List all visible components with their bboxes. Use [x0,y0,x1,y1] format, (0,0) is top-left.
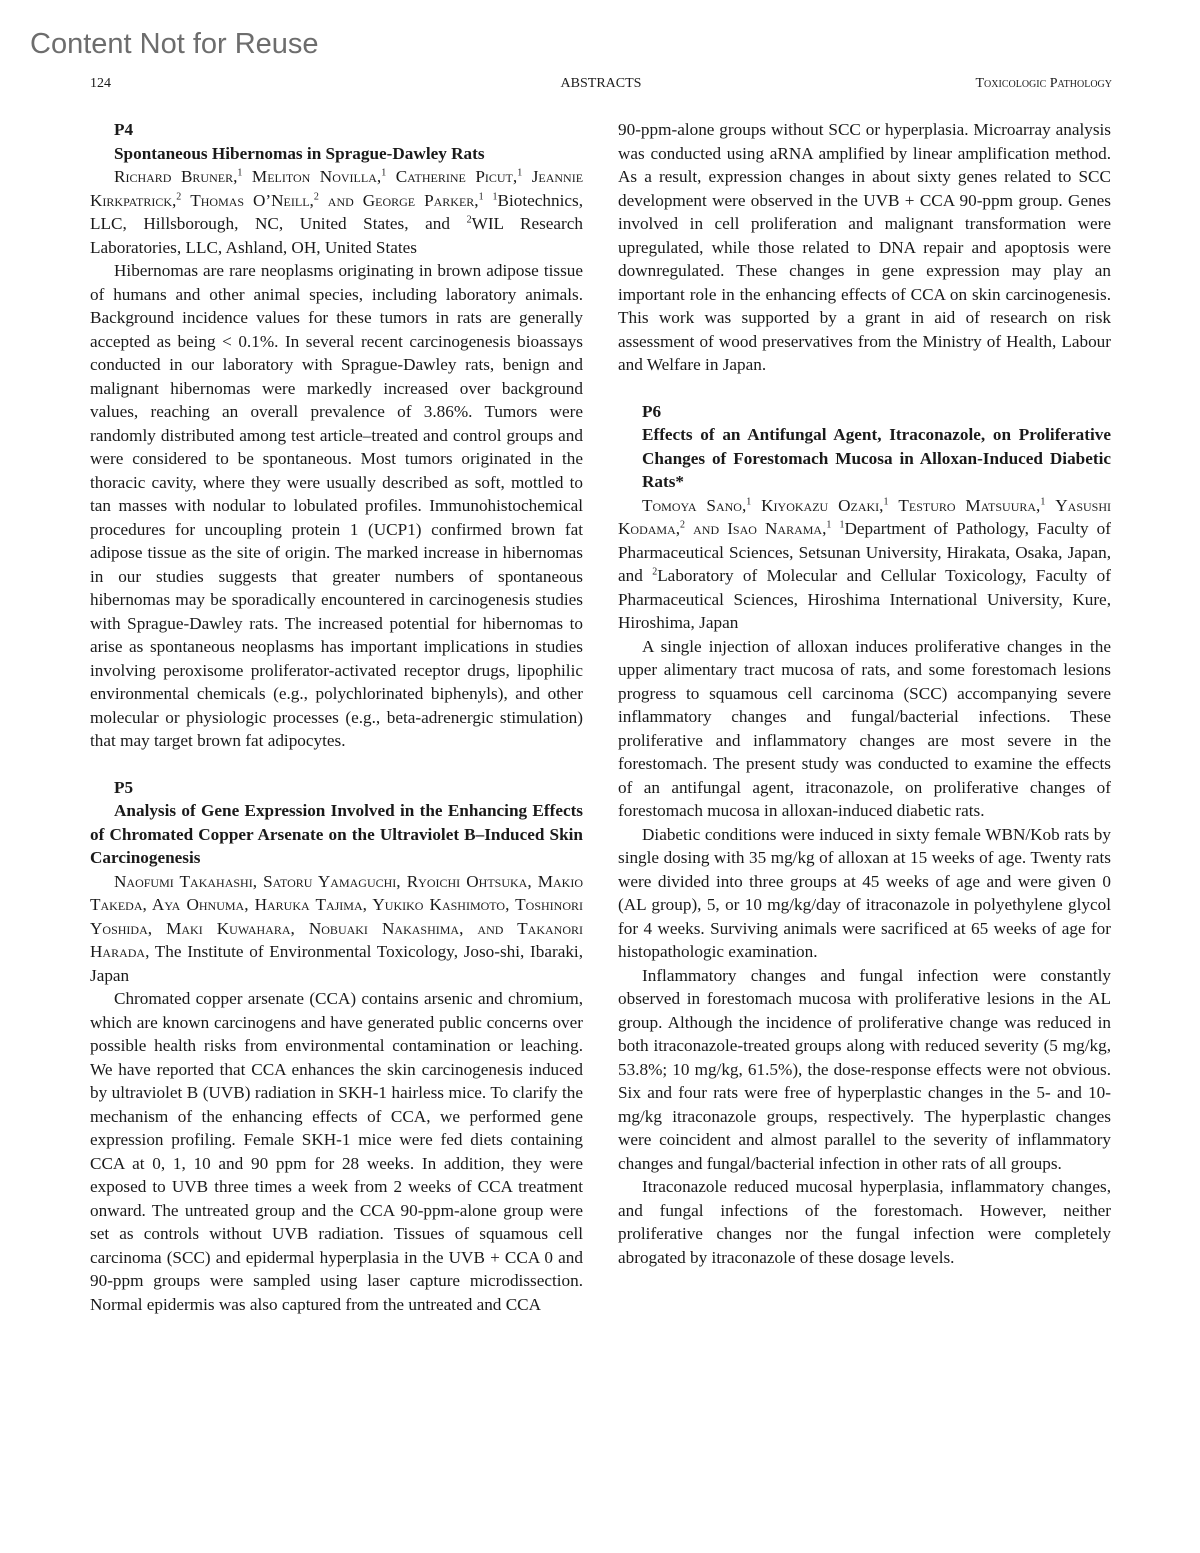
abstract-id: P6 [642,401,662,421]
page-number: 124 [90,76,111,91]
abstract-paragraph: 90-ppm-alone groups without SCC or hyperplasia. Microarray analysis was conducted using aRNA amplified by linear amplification method. As a result, expression changes in about sixty genes related to SCC development were observed in the UVB + CCA 90-ppm group. Genes involved in cell proliferation and malignant transformation were upregulated, while those related to DNA repair and apoptosis were downregulated. These changes in gene expression may play an important role in the enhancing effects of CCA on skin carcinogenesis. This work was supported by a grant in aid of research on risk assessment of wood preservatives from the Ministry of Health, Labour and Welfare in Japan. [618,120,1111,374]
abstract-id: P4 [114,120,134,139]
left-column [90,118,583,1316]
running-head [90,76,1112,96]
abstract-paragraph: Inflammatory changes and fungal infection were constantly observed in forestomach mucosa with proliferative lesions in the AL group. Although the incidence of proliferative change was reduced in both itraconazole-treated groups along with reduced severity (5 mg/kg, 53.8%; 10 mg/kg, 61.5%), the dose-response effects were not obvious. Six and four rats were free of hyperplastic changes in the 5- and 10-mg/kg itraconazole groups, respectively. The hyperplastic changes were coincident and almost parallel to the severity of inflammatory changes and fungal/bacterial infection in other rats of all groups. [618,965,1111,1173]
abstract-p6 [618,400,1111,1270]
abstract-p5-continued [618,118,1111,377]
watermark: Content Not for Reuse [30,28,319,60]
abstract-title: Analysis of Gene Expression Involved in the Enhancing Effects of Chromated Copper Arsenate on the Ultraviolet B–Induced Skin Carcinogenesis [90,801,583,867]
section-heading: ABSTRACTS [560,76,642,91]
author-affiliations: Tomoya Sano,$^1$ Kiyokazu Ozaki,$^1$ Testuro Matsuura,$^1$ Yasushi Kodama,$^2$ and Isao Narama,$^1$ $^1$Department of Pathology, Faculty of Pharmaceutical Sciences, Setsunan University, Hirakata, Osaka, Japan, and $^2$Laboratory of Molecular and Cellular Toxicology, Faculty of Pharmaceutical Sciences, Hiroshima International University, Kure, Hiroshima, Japan [618,495,1111,632]
abstract-paragraph: Itraconazole reduced mucosal hyperplasia, inflammatory changes, and fungal infections of the forestomach. However, neither proliferative changes nor the fungal infection were completely abrogated by itraconazole of these dosage levels. [618,1177,1111,1267]
abstract-paragraph: Hibernomas are rare neoplasms originating in brown adipose tissue of humans and other animal species, including laboratory animals. Background incidence values for these tumors in rats are generally accepted as being < 0.1%. In several recent carcinogenesis bioassays conducted in our laboratory with Sprague-Dawley rats, benign and malignant hibernomas were markedly increased over background values, reaching an overall prevalence of 3.86%. Tumors were randomly distributed among test article–treated and control groups and were considered to be spontaneous. Most tumors originated in the thoracic cavity, where they were usually described as soft, mottled to tan masses with nodular to lobulated profiles. Immunohistochemical procedures for uncoupling protein 1 (UCP1) confirmed brown fat adipose tissue as the site of origin. The marked increase in hibernomas in our studies suggests that greater numbers of spontaneous hibernomas may be sporadically encountered in carcinogenesis studies with Sprague-Dawley rats. The increased potential for hibernomas to arise as spontaneous neoplasms has important implications in studies involving peroxisome proliferator-activated receptor drugs, lipophilic environmental chemicals (e.g., polychlorinated biphenyls), and other molecular or physiologic processes (e.g., beta-adrenergic stimulation) that may target brown fat adipocytes. [90,261,583,750]
abstract-paragraph: A single injection of alloxan induces proliferative changes in the upper alimentary tract mucosa of rats, and some forestomach lesions progress to squamous cell carcinoma (SCC) accompanying severe inflammatory changes and fungal/bacterial infections. These proliferative and inflammatory changes are most severe in the forestomach. The present study was conducted to examine the effects of an antifungal agent, itraconazole, on proliferative changes of forestomach mucosa in alloxan-induced diabetic rats. [618,636,1111,820]
journal-name: Toxicologic Pathology [975,76,1112,91]
author-affiliations: Naofumi Takahashi, Satoru Yamaguchi, Ryoichi Ohtsuka, Makio Takeda, Aya Ohnuma, Haruka Tajima, Yukiko Kashimoto, Toshinori Yoshida, Maki Kuwahara, Nobuaki Nakashima, and Takanori Harada, The Institute of Environmental Toxicology, Joso-shi, Ibaraki, Japan [90,871,583,985]
abstract-title: Spontaneous Hibernomas in Sprague-Dawley Rats [114,143,485,163]
abstract-p4 [90,118,583,753]
abstract-title: Effects of an Antifungal Agent, Itraconazole, on Proliferative Changes of Forestomach Mucosa in Alloxan-Induced Diabetic Rats* [642,425,1111,491]
abstract-p5 [90,776,583,1317]
right-column [618,118,1111,1269]
abstract-id: P5 [114,777,134,797]
abstract-paragraph: Diabetic conditions were induced in sixty female WBN/Kob rats by single dosing with 35 mg/kg of alloxan at 15 weeks of age. Twenty rats were divided into three groups at 45 weeks of age and were given 0 (AL group), 5, or 10 mg/kg/day of itraconazole in polyethylene glycol for 4 weeks. Surviving animals were sacrificed at 65 weeks of age for histopathologic examination. [618,824,1111,961]
author-affiliations: Richard Bruner,$^1$ Meliton Novilla,$^1$ Catherine Picut,$^1$ Jeannie Kirkpatrick,$^2$ Thomas O’Neill,$^2$ and George Parker,$^1$ $^1$Biotechnics, LLC, Hillsborough, NC, United States, and $^2$WIL Research Laboratories, LLC, Ashland, OH, United States [90,167,584,257]
abstract-paragraph: Chromated copper arsenate (CCA) contains arsenic and chromium, which are known carcinogens and have generated public concerns over possible health risks from environmental contamination or leaching. We have reported that CCA enhances the skin carcinogenesis induced by ultraviolet B (UVB) radiation in SKH-1 hairless mice. To clarify the mechanism of the enhancing effects of CCA, we performed gene expression profiling. Female SKH-1 mice were fed diets containing CCA at 0, 1, 10 and 90 ppm for 28 weeks. In addition, they were exposed to UVB three times a week from 2 weeks of CCA treatment onward. The untreated group and the CCA 90-ppm-alone group were set as controls without UVB radiation. Tissues of squamous cell carcinoma (SCC) and epidermal hyperplasia in the UVB + CCA 0 and 90-ppm groups were sampled using laser capture microdissection. Normal epidermis was also captured from the untreated and CCA [90,989,583,1314]
